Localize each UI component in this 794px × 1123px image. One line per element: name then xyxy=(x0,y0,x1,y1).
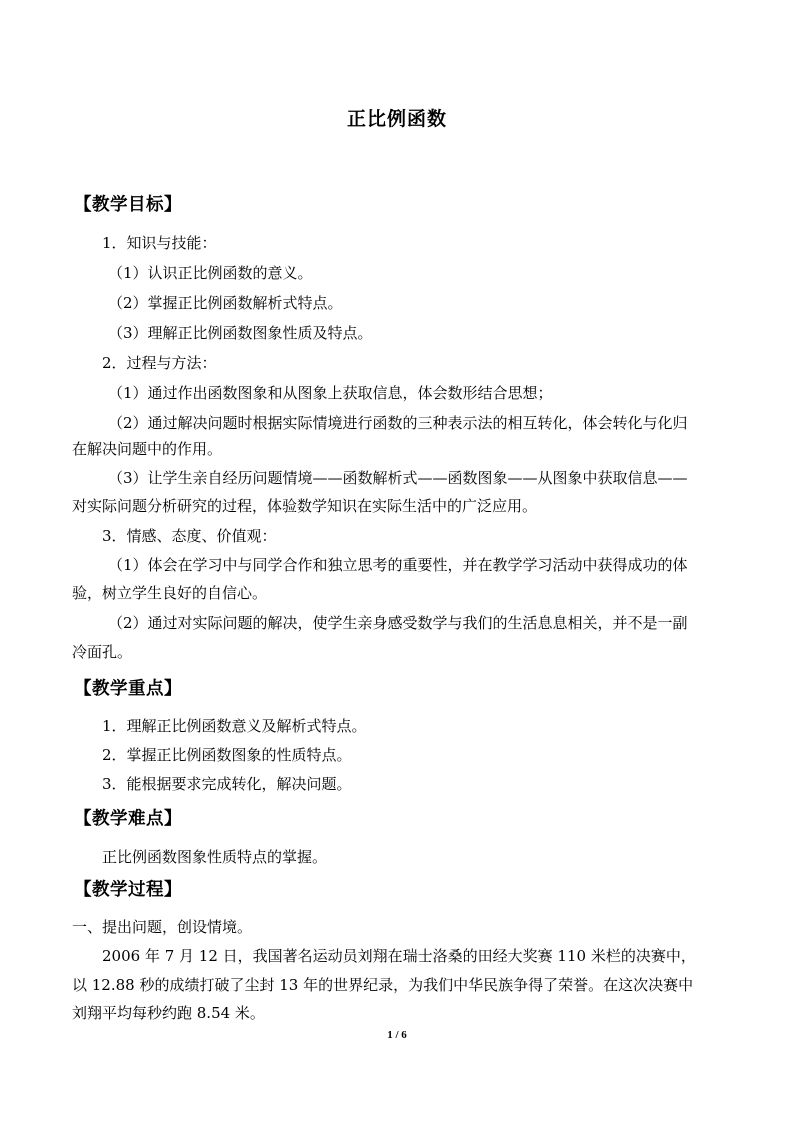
objective-item-1-1: （1）认识正比例函数的意义。 xyxy=(108,264,313,282)
difficulties-heading: 【教学难点】 xyxy=(74,809,182,829)
objective-item-1: 1．知识与技能： xyxy=(102,234,217,252)
process-paragraph-line-b: 以 12.88 秒的成绩打破了尘封 13 年的世界纪录，为我们中华民族争得了荣誉。在这次决赛中 xyxy=(72,976,694,994)
objective-item-3-2-line-b: 冷面孔。 xyxy=(72,643,133,661)
objective-item-2-2-line-a: （2）通过解决问题时根据实际情境进行函数的三种表示法的相互转化，体会转化与化归 xyxy=(108,414,688,432)
objective-item-1-2: （2）掌握正比例函数解析式特点。 xyxy=(108,294,343,312)
objective-item-2-1: （1）通过作出函数图象和从图象上获取信息，体会数形结合思想； xyxy=(108,384,553,402)
process-paragraph-line-c: 刘翔平均每秒约跑 8.54 米。 xyxy=(72,1004,265,1022)
process-paragraph-line-a: 2006 年 7 月 12 日，我国著名运动员刘翔在瑞士洛桑的田经大奖赛 110 米栏的决赛中， xyxy=(102,947,696,965)
key-point-2: 2．掌握正比例函数图象的性质特点。 xyxy=(102,746,352,764)
objective-item-3-2-line-a: （2）通过对实际问题的解决，使学生亲身感受数学与我们的生活息息相关，并不是一副 xyxy=(108,614,688,632)
objective-item-3-1-line-a: （1）体会在学习中与同学合作和独立思考的重要性，并在教学学习活动中获得成功的体 xyxy=(108,556,688,574)
process-step-1: 一、提出问题，创设情境。 xyxy=(72,918,253,936)
key-point-1: 1．理解正比例函数意义及解析式特点。 xyxy=(102,717,367,735)
objective-item-3-1-line-b: 验，树立学生良好的自信心。 xyxy=(72,584,268,602)
objectives-heading: 【教学目标】 xyxy=(74,195,182,215)
objective-item-2: 2．过程与方法： xyxy=(102,354,217,372)
key-points-heading: 【教学重点】 xyxy=(74,679,182,699)
page-title: 正比例函数 xyxy=(346,108,447,130)
objective-item-2-2-line-b: 在解决问题中的作用。 xyxy=(72,440,223,458)
difficulties-text: 正比例函数图象性质特点的掌握。 xyxy=(102,848,328,866)
objective-item-1-3: （3）理解正比例函数图象性质及特点。 xyxy=(108,324,373,342)
key-point-3: 3．能根据要求完成转化，解决问题。 xyxy=(102,775,352,793)
objective-item-2-3-line-a: （3）让学生亲自经历问题情境——函数解析式——函数图象——从图象中获取信息—— xyxy=(108,469,688,487)
objective-item-3: 3．情感、态度、价值观： xyxy=(102,527,277,545)
page-number: 1 / 6 xyxy=(387,1029,407,1041)
process-heading: 【教学过程】 xyxy=(74,880,182,900)
objective-item-2-3-line-b: 对实际问题分析研究的过程，体验数学知识在实际生活中的广泛应用。 xyxy=(72,497,538,515)
